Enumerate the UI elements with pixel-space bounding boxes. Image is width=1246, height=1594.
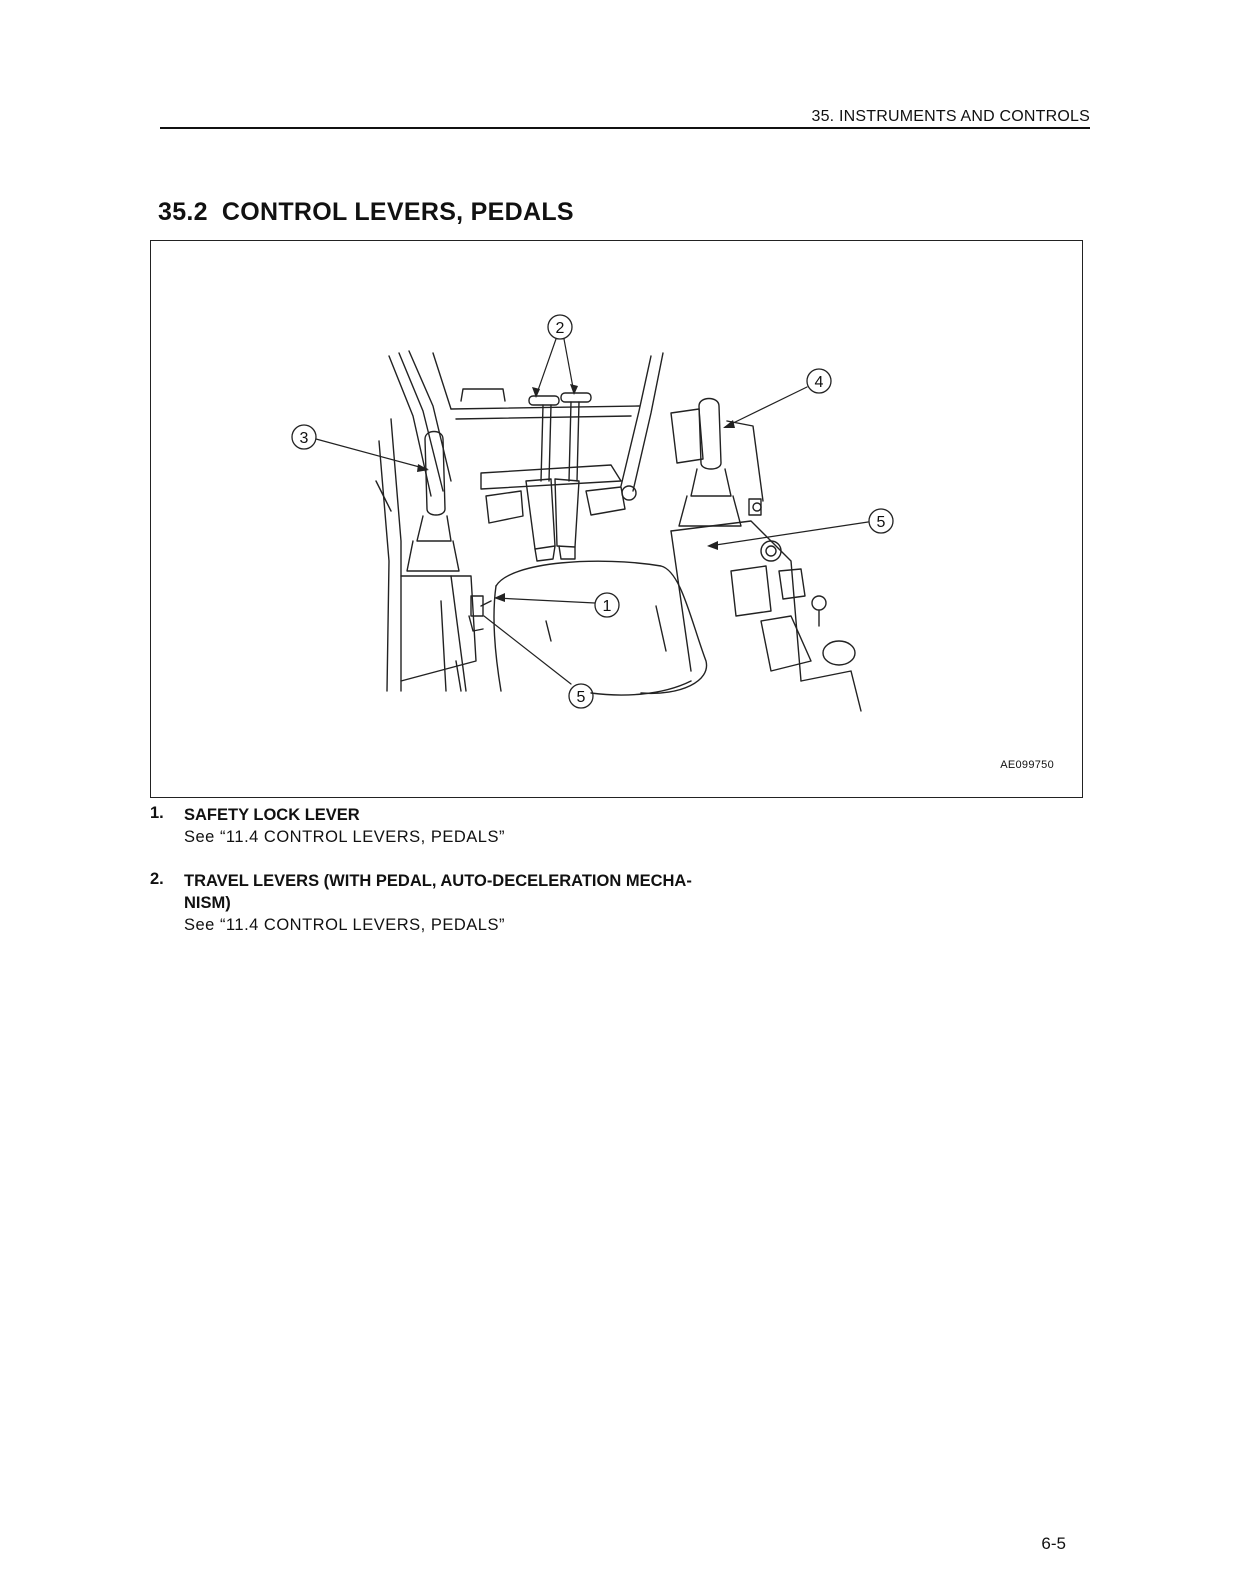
callout-circles [292, 315, 893, 708]
item-index: 1. [150, 804, 164, 822]
item-index: 2. [150, 870, 164, 888]
header-rule [160, 127, 1090, 129]
item-reference: See “11.4 CONTROL LEVERS, PEDALS” [184, 916, 505, 934]
section-title [158, 198, 574, 227]
item-title: SAFETY LOCK LEVER [184, 806, 360, 824]
item-title: TRAVEL LEVERS (WITH PEDAL, AUTO-DECELERATION MECHA- NISM) [184, 872, 692, 912]
right-console [731, 499, 861, 711]
callout-label: 2 [555, 320, 565, 337]
page-number: 6-5 [1041, 1534, 1066, 1553]
floor-pads [481, 465, 636, 523]
grab-handle [461, 389, 505, 401]
section-number: 35.2 [158, 198, 208, 226]
item-reference: See “11.4 CONTROL LEVERS, PEDALS” [184, 828, 505, 846]
section-heading: CONTROL LEVERS, PEDALS [221, 198, 574, 226]
callout-label: 5 [876, 514, 886, 531]
operator-seat [494, 561, 707, 695]
callout-label: 5 [576, 689, 586, 706]
callout-label: 4 [814, 374, 824, 391]
figure-code: AE099750 [1000, 759, 1054, 771]
travel-pedals [526, 479, 579, 561]
cab-interior-illustration [151, 241, 1081, 797]
callout-label: 1 [602, 598, 612, 615]
callout-label: 3 [299, 430, 309, 447]
running-header: 35. INSTRUMENTS AND CONTROLS [811, 108, 1090, 125]
control-levers-figure [150, 240, 1083, 798]
right-control-lever [671, 399, 801, 682]
cab-frame-lines [376, 351, 663, 691]
